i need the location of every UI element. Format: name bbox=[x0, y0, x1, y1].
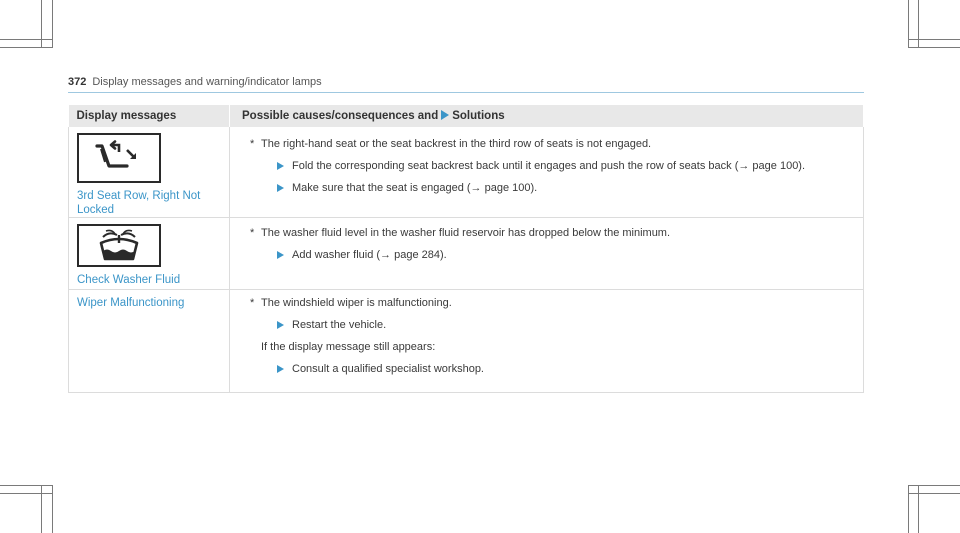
display-messages-table bbox=[68, 105, 864, 393]
solution-step: Restart the vehicle. bbox=[250, 318, 853, 332]
table-header-row bbox=[69, 105, 864, 127]
cause-item: * The washer fluid level in the washer fluid reservoir has dropped below the minimum. bbox=[250, 227, 671, 239]
seat-row-unlocked-icon bbox=[77, 133, 161, 183]
cause-item: * The windshield wiper is malfunctioning. bbox=[250, 297, 452, 309]
solution-step: Fold the corresponding seat backrest back until it engages and push the row of seats back (→ page 100). bbox=[250, 159, 853, 173]
crop-mark bbox=[908, 39, 960, 40]
message-cell bbox=[69, 127, 230, 218]
solution-step: Consult a qualified specialist workshop. bbox=[250, 362, 853, 376]
note-text: If the display message still appears: bbox=[261, 341, 436, 353]
crop-mark bbox=[908, 493, 960, 494]
page-number: 372 bbox=[68, 76, 87, 88]
washer-fluid-icon bbox=[77, 224, 161, 267]
solution-step: Make sure that the seat is engaged (→ page 100). bbox=[250, 181, 853, 195]
solution-step: Add washer fluid (→ page 284). bbox=[250, 248, 853, 262]
crop-mark bbox=[908, 0, 909, 48]
crop-mark bbox=[52, 0, 53, 48]
message-text: 3rd Seat Row, Right Not Locked bbox=[77, 190, 201, 216]
step-arrow-icon bbox=[277, 184, 284, 192]
causes-solutions-cell bbox=[230, 218, 864, 290]
causes-solutions-cell bbox=[230, 290, 864, 393]
step-arrow-icon bbox=[277, 251, 284, 259]
crop-mark bbox=[908, 485, 960, 486]
star-marker: * bbox=[250, 297, 255, 309]
crop-mark bbox=[0, 47, 52, 48]
running-header bbox=[68, 76, 864, 93]
star-marker: * bbox=[250, 138, 255, 150]
cause-item: * The right-hand seat or the seat backrest in the third row of seats is not engaged. bbox=[250, 138, 652, 150]
table-row bbox=[69, 127, 864, 218]
solution-arrow-icon bbox=[441, 110, 449, 120]
message-text: Wiper Malfunctioning bbox=[77, 297, 185, 309]
crop-mark bbox=[0, 493, 52, 494]
crop-mark bbox=[0, 485, 52, 486]
star-marker: * bbox=[250, 227, 255, 239]
column-header-display-messages: Display messages bbox=[69, 105, 230, 127]
crop-mark bbox=[52, 485, 53, 533]
message-text: Check Washer Fluid bbox=[77, 274, 181, 286]
step-arrow-icon bbox=[277, 321, 284, 329]
step-arrow-icon bbox=[277, 162, 284, 170]
crop-mark bbox=[908, 47, 960, 48]
section-title: Display messages and warning/indicator lamps bbox=[92, 76, 322, 88]
column-header-causes-solutions: Possible causes/consequences and Solutions bbox=[230, 105, 864, 127]
crop-mark bbox=[0, 39, 52, 40]
crop-mark bbox=[918, 0, 919, 48]
step-arrow-icon bbox=[277, 365, 284, 373]
message-cell bbox=[69, 290, 230, 393]
message-cell bbox=[69, 218, 230, 290]
causes-solutions-cell bbox=[230, 127, 864, 218]
table-row bbox=[69, 290, 864, 393]
table-row bbox=[69, 218, 864, 290]
crop-mark bbox=[41, 0, 42, 48]
